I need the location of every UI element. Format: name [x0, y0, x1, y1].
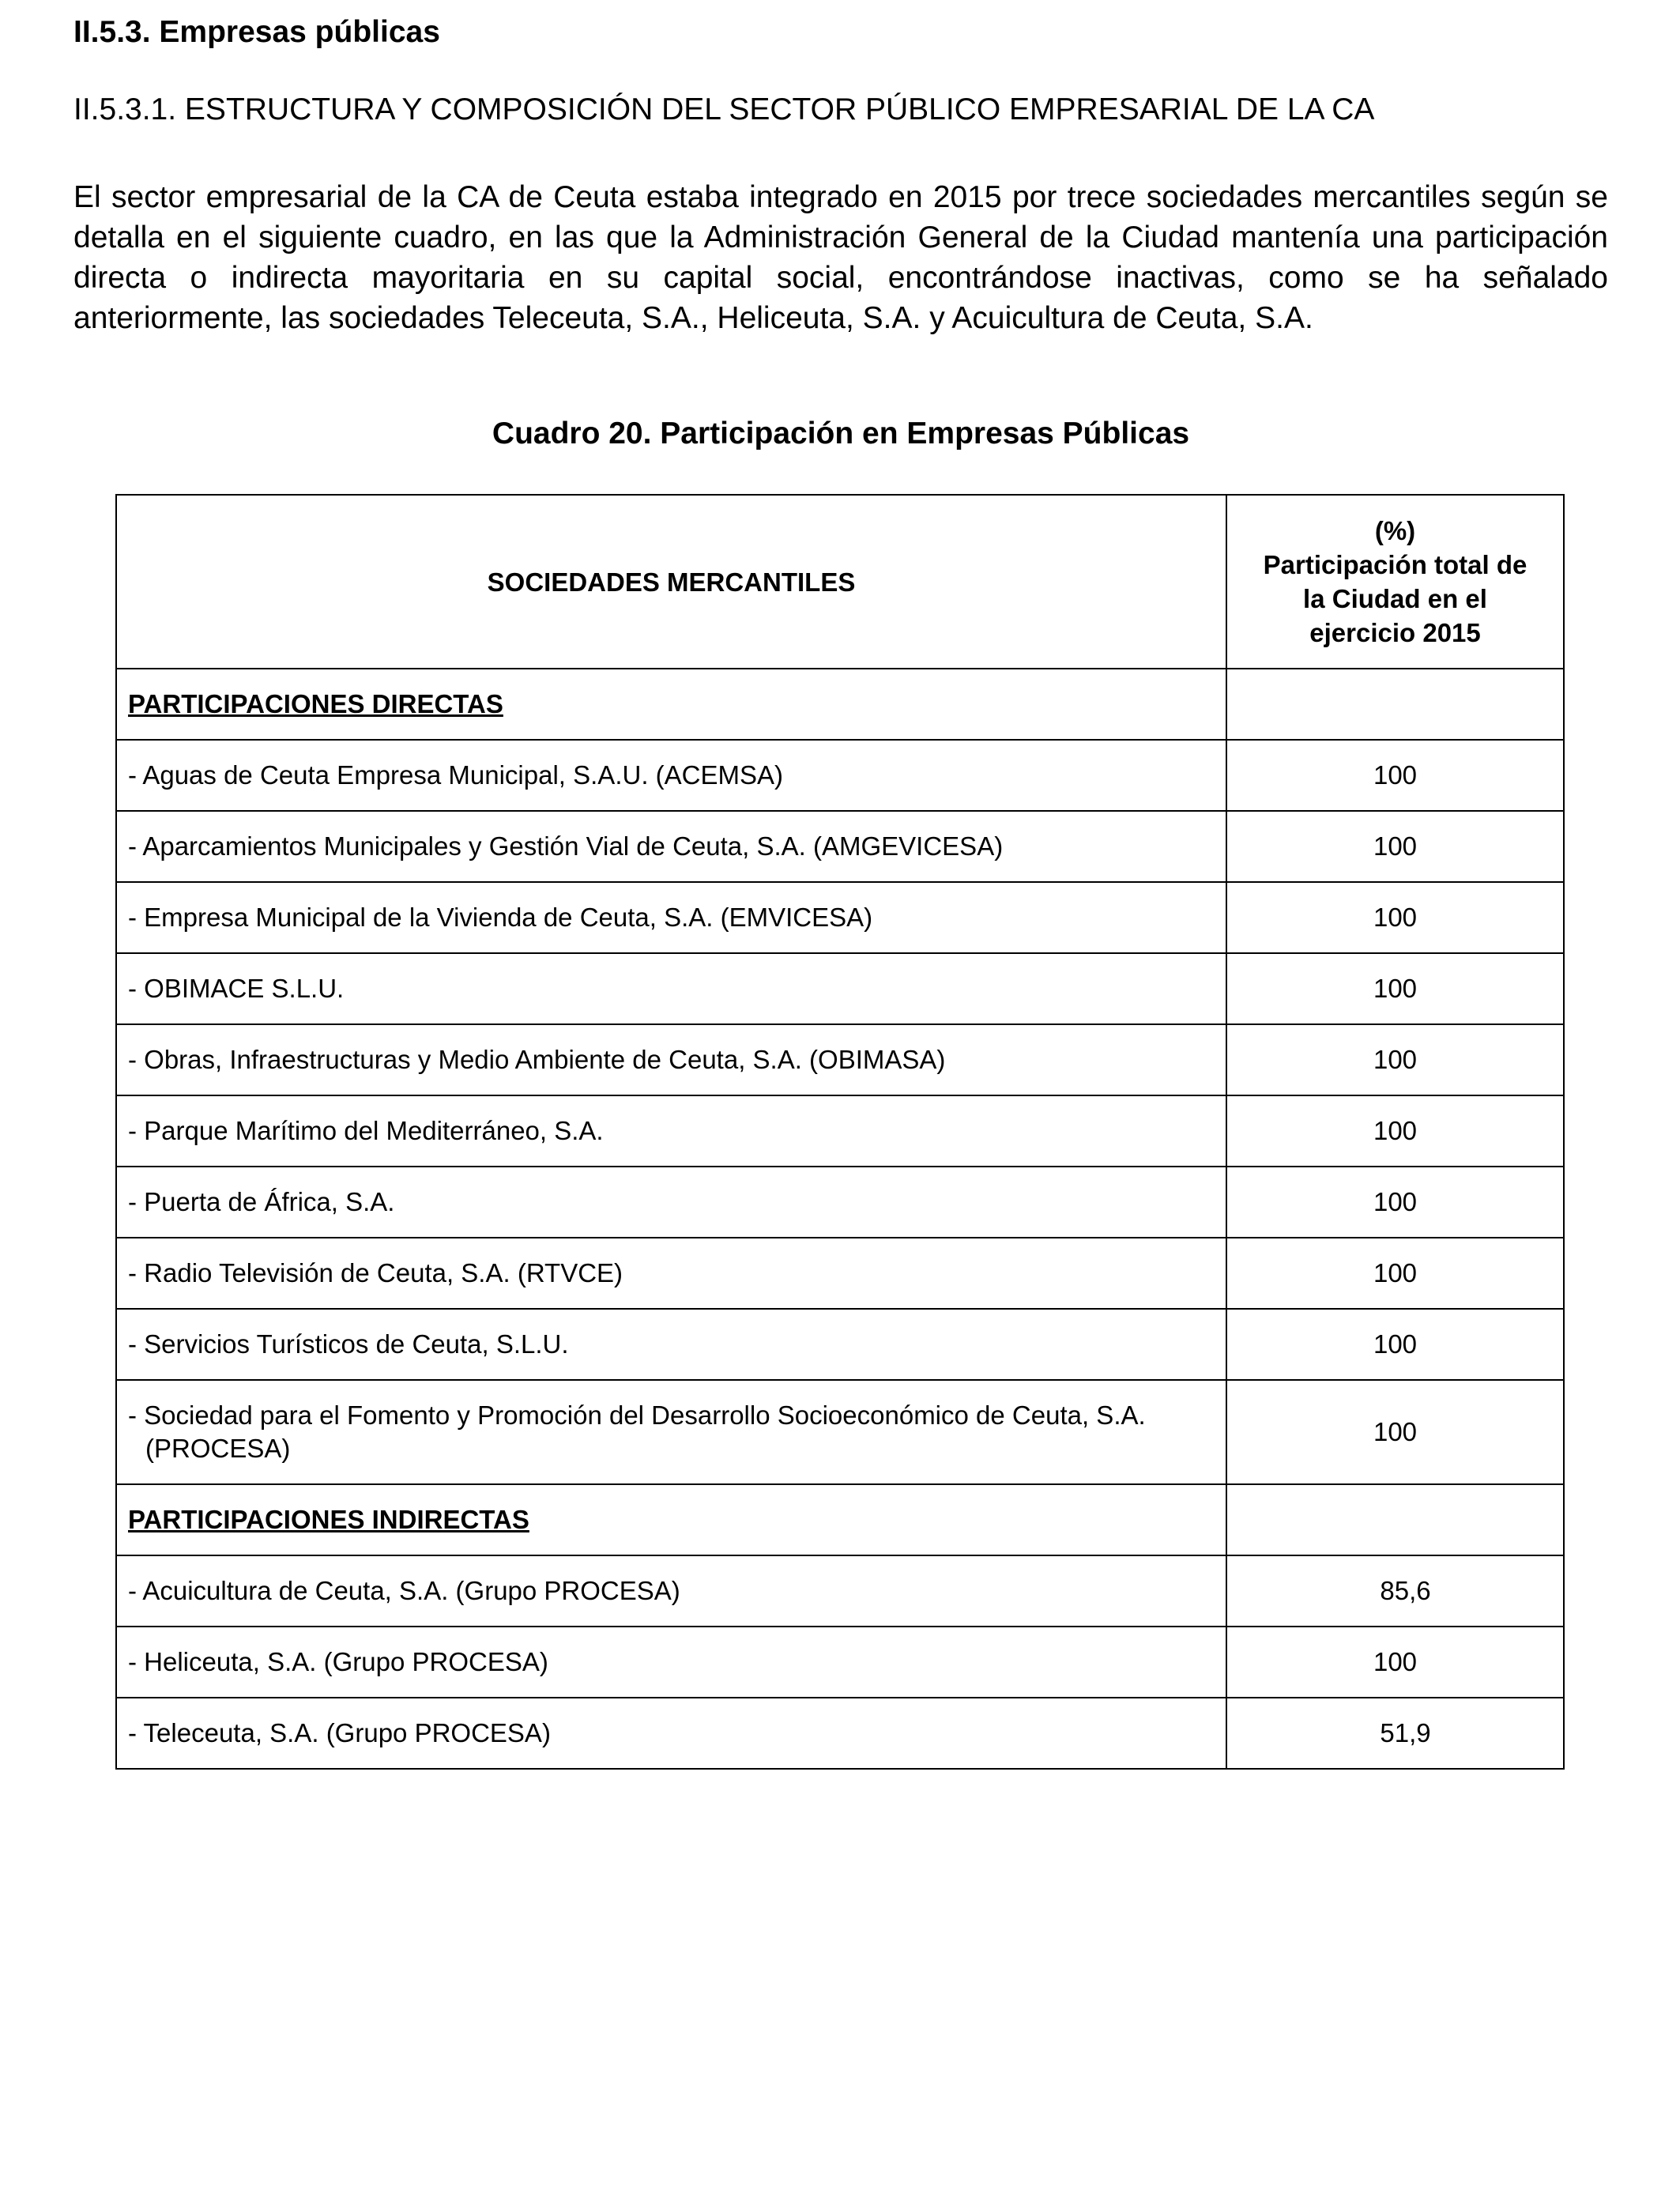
table-row: [116, 740, 1564, 811]
company-name: - Teleceuta, S.A. (Grupo PROCESA): [116, 1698, 1226, 1769]
table-row: [116, 953, 1564, 1024]
company-participation: 85,6: [1226, 1555, 1564, 1627]
company-name: - Radio Televisión de Ceuta, S.A. (RTVCE): [116, 1238, 1226, 1309]
company-participation: 100: [1226, 740, 1564, 811]
table-row: [116, 1698, 1564, 1769]
company-name: - Empresa Municipal de la Vivienda de Ceuta, S.A. (EMVICESA): [116, 882, 1226, 953]
company-participation: 100: [1226, 811, 1564, 882]
company-participation: 100: [1226, 953, 1564, 1024]
group-label-indirect: PARTICIPACIONES INDIRECTAS: [116, 1484, 1226, 1555]
intro-paragraph: El sector empresarial de la CA de Ceuta estaba integrado en 2015 por trece sociedades mercantiles según se detalla en el siguiente cuadro, en las que la Administración General de la Ciudad mantenía una participación directa o indirecta mayoritaria en su capital social, encontrándose inactivas, como se ha señalado anteriormente, las sociedades Teleceuta, S.A., Heliceuta, S.A. y Acuicultura de Ceuta, S.A.: [73, 180, 1608, 335]
company-name: - Servicios Turísticos de Ceuta, S.L.U.: [116, 1309, 1226, 1380]
group-label-direct: PARTICIPACIONES DIRECTAS: [116, 669, 1226, 740]
company-participation: 100: [1226, 1627, 1564, 1698]
company-participation: 100: [1226, 1167, 1564, 1238]
subsection-title: II.5.3.1. ESTRUCTURA Y COMPOSICIÓN DEL SECTOR PÚBLICO EMPRESARIAL DE LA CA: [73, 92, 1375, 126]
company-name: - Aguas de Ceuta Empresa Municipal, S.A.U. (ACEMSA): [116, 740, 1226, 811]
company-name: - OBIMACE S.L.U.: [116, 953, 1226, 1024]
table-caption: Cuadro 20. Participación en Empresas Públicas: [492, 417, 1190, 450]
table-row: [116, 1309, 1564, 1380]
participation-table: [115, 494, 1565, 1770]
table-row: [116, 1238, 1564, 1309]
section-title: II.5.3. Empresas públicas: [73, 15, 440, 49]
company-name: - Puerta de África, S.A.: [116, 1167, 1226, 1238]
table-header-row: [116, 495, 1564, 669]
company-participation: 100: [1226, 1095, 1564, 1167]
table-row: [116, 1095, 1564, 1167]
table-row: [116, 1380, 1564, 1484]
company-participation: 51,9: [1226, 1698, 1564, 1769]
company-participation: 100: [1226, 1238, 1564, 1309]
table-row: [116, 882, 1564, 953]
table-row: [116, 1024, 1564, 1095]
table-row: [116, 1627, 1564, 1698]
group-empty-cell: [1226, 669, 1564, 740]
table-row: [116, 1167, 1564, 1238]
company-participation: 100: [1226, 1380, 1564, 1484]
group-empty-cell: [1226, 1484, 1564, 1555]
company-name: - Aparcamientos Municipales y Gestión Vial de Ceuta, S.A. (AMGEVICESA): [116, 811, 1226, 882]
company-participation: 100: [1226, 882, 1564, 953]
header-companies: SOCIEDADES MERCANTILES: [116, 495, 1226, 669]
company-name: - Acuicultura de Ceuta, S.A. (Grupo PROCESA): [116, 1555, 1226, 1627]
company-name: - Sociedad para el Fomento y Promoción del Desarrollo Socioeconómico de Ceuta, S.A. (PROCESA): [116, 1380, 1226, 1484]
group-row-direct: [116, 669, 1564, 740]
group-row-indirect: [116, 1484, 1564, 1555]
company-name: - Heliceuta, S.A. (Grupo PROCESA): [116, 1627, 1226, 1698]
company-name: - Parque Marítimo del Mediterráneo, S.A.: [116, 1095, 1226, 1167]
table-row: [116, 1555, 1564, 1627]
company-participation: 100: [1226, 1309, 1564, 1380]
company-participation: 100: [1226, 1024, 1564, 1095]
header-participation: (%) Participación total de la Ciudad en el ejercicio 2015: [1226, 495, 1564, 669]
table-row: [116, 811, 1564, 882]
company-name: - Obras, Infraestructuras y Medio Ambiente de Ceuta, S.A. (OBIMASA): [116, 1024, 1226, 1095]
